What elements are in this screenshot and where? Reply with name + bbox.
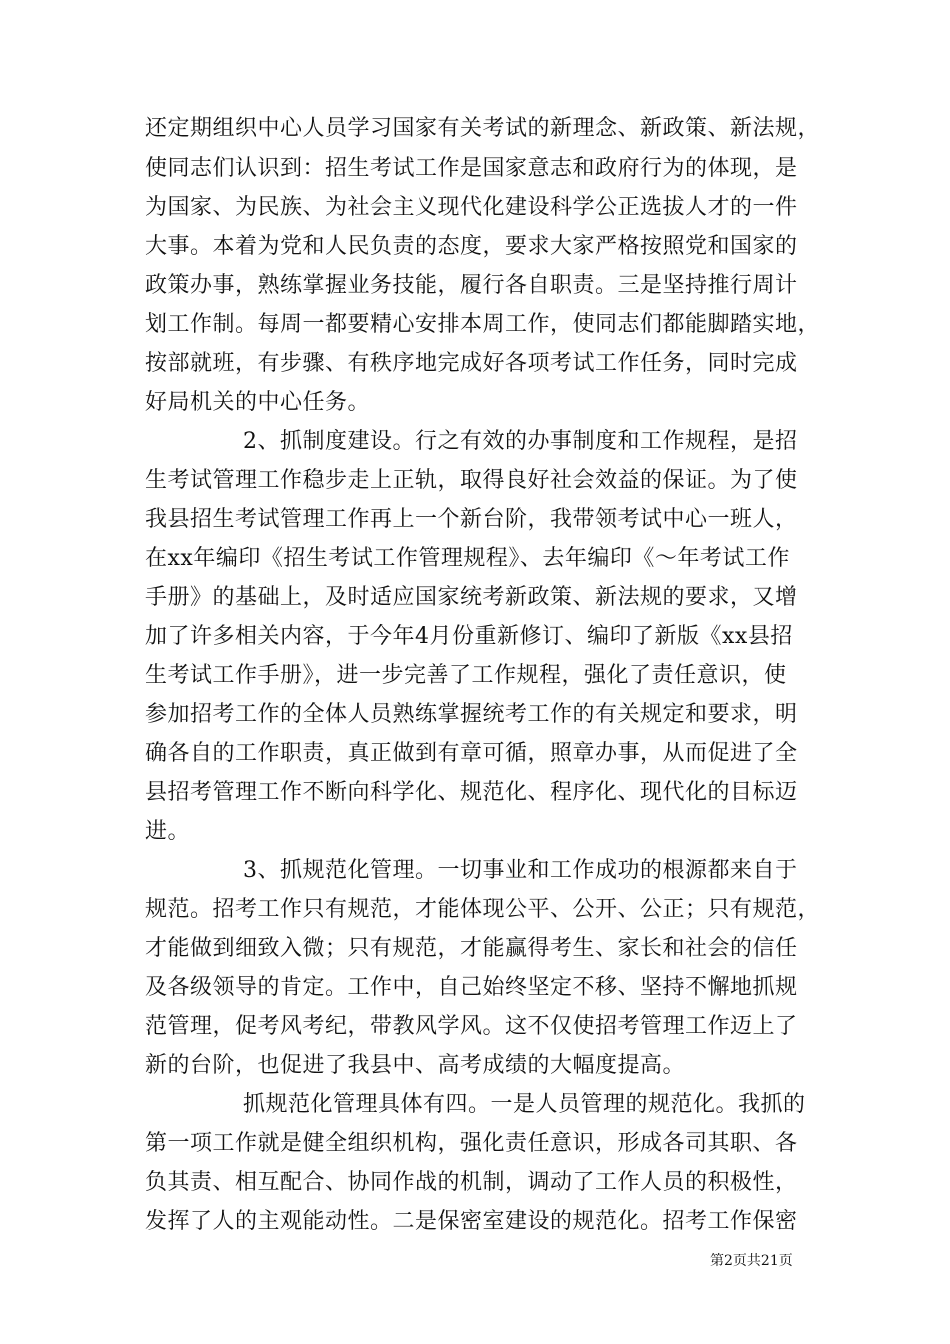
body-text-line: 还定期组织中心人员学习国家有关考试的新理念、新政策、新法规， bbox=[145, 116, 821, 141]
body-text-line: 按部就班，有步骤、有秩序地完成好各项考试工作任务，同时完成 bbox=[145, 351, 798, 376]
body-text-line: 手册》的基础上，及时适应国家统考新政策、新法规的要求，又增 bbox=[145, 585, 798, 610]
body-text-line: 好局机关的中心任务。 bbox=[145, 390, 371, 415]
paragraph-heading-3: 3、抓规范化管理。一切事业和工作成功的根源都来自于 bbox=[243, 858, 798, 883]
body-text-line: 使同志们认识到：招生考试工作是国家意志和政府行为的体现，是 bbox=[145, 156, 798, 181]
body-text-line: 范管理，促考风考纪，带教风学风。这不仅使招考管理工作迈上了 bbox=[145, 1014, 798, 1039]
body-text-line: 政策办事，熟练掌握业务技能，履行各自职责。三是坚持推行周计 bbox=[145, 273, 798, 298]
body-text-line: 大事。本着为党和人民负责的态度，要求大家严格按照党和国家的 bbox=[145, 234, 798, 259]
body-text-line: 为国家、为民族、为社会主义现代化建设科学公正选拔人才的一件 bbox=[145, 195, 798, 220]
body-text-line: 加了许多相关内容，于今年4月份重新修订、编印了新版《xx县招 bbox=[145, 624, 793, 649]
body-text-line: 生考试管理工作稳步走上正轨，取得良好社会效益的保证。为了使 bbox=[145, 468, 798, 493]
body-text-line: 县招考管理工作不断向科学化、规范化、程序化、现代化的目标迈 bbox=[145, 780, 798, 805]
body-text-line: 确各自的工作职责，真正做到有章可循，照章办事，从而促进了全 bbox=[145, 741, 798, 766]
body-text-line: 我县招生考试管理工作再上一个新台阶，我带领考试中心一班人， bbox=[145, 507, 798, 532]
body-text-line: 发挥了人的主观能动性。二是保密室建设的规范化。招考工作保密 bbox=[145, 1209, 798, 1234]
body-text-line: 第一项工作就是健全组织机构，强化责任意识，形成各司其职、各 bbox=[145, 1131, 798, 1156]
paragraph-heading-2: 2、抓制度建设。行之有效的办事制度和工作规程，是招 bbox=[243, 429, 798, 454]
page-number-footer: 第2页共21页 bbox=[710, 1253, 793, 1269]
body-text-line: 在xx年编印《招生考试工作管理规程》、去年编印《～年考试工作 bbox=[145, 546, 790, 571]
paragraph-first-line: 抓规范化管理具体有四。一是人员管理的规范化。我抓的 bbox=[243, 1092, 806, 1117]
body-text-line: 新的台阶，也促进了我县中、高考成绩的大幅度提高。 bbox=[145, 1053, 686, 1078]
body-text-line: 生考试工作手册》，进一步完善了工作规程，强化了责任意识，使 bbox=[145, 663, 787, 688]
body-text-line: 规范。招考工作只有规范，才能体现公平、公开、公正；只有规范， bbox=[145, 897, 821, 922]
body-text-line: 划工作制。每周一都要精心安排本周工作，使同志们都能脚踏实地， bbox=[145, 312, 821, 337]
body-text-line: 才能做到细致入微；只有规范，才能赢得考生、家长和社会的信任 bbox=[145, 936, 798, 961]
body-text-line: 负其责、相互配合、协同作战的机制，调动了工作人员的积极性， bbox=[145, 1170, 798, 1195]
body-text-line: 及各级领导的肯定。工作中，自己始终坚定不移、坚持不懈地抓规 bbox=[145, 975, 798, 1000]
body-text-line: 参加招考工作的全体人员熟练掌握统考工作的有关规定和要求，明 bbox=[145, 702, 798, 727]
body-text-line: 进。 bbox=[145, 819, 191, 844]
